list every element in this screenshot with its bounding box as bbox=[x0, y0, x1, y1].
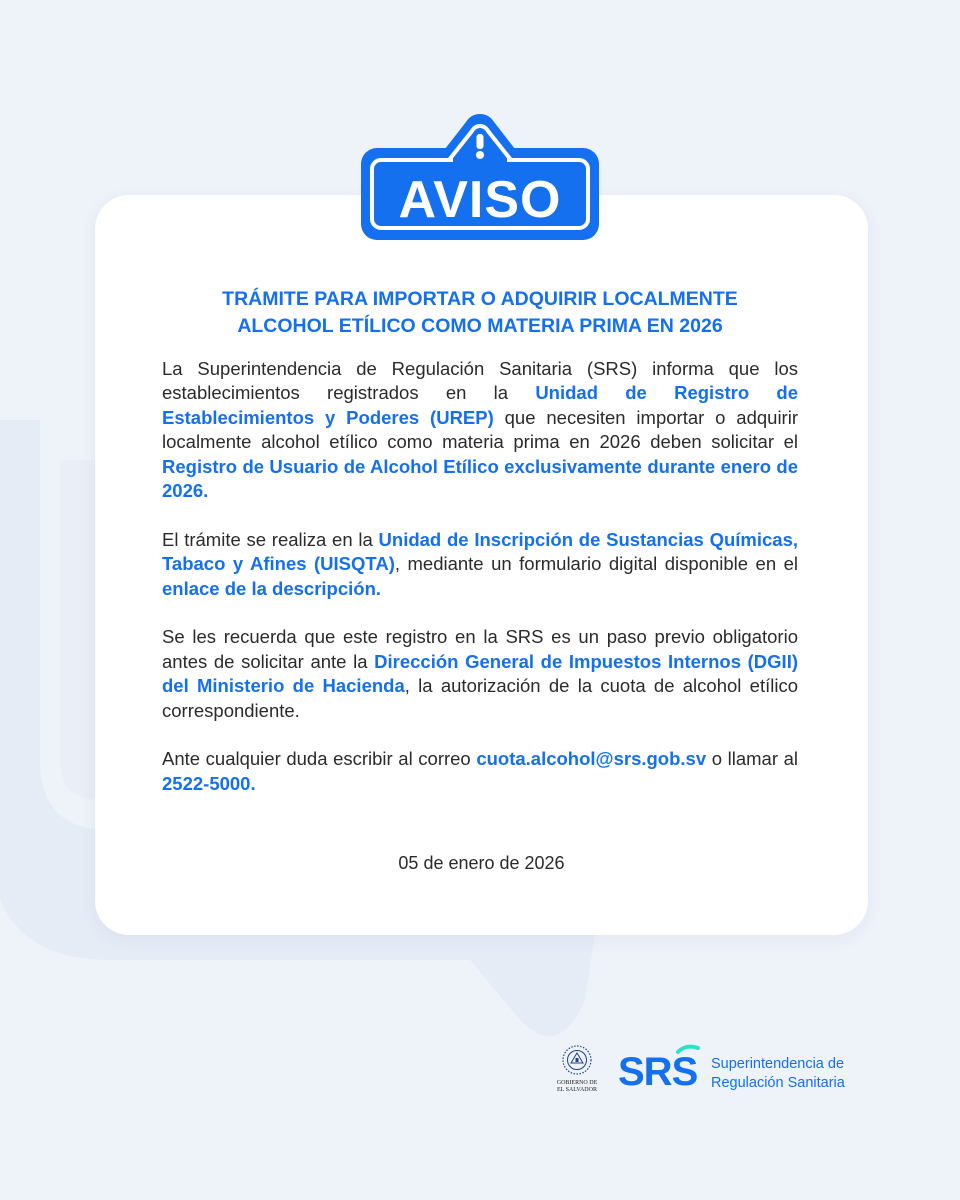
footer-logos bbox=[552, 1044, 872, 1104]
srs-logo bbox=[616, 1044, 706, 1094]
government-logo-text bbox=[552, 1080, 602, 1094]
contact-email: cuota.alcohol@srs.gob.sv bbox=[476, 748, 707, 770]
paragraph-reminder-text-2: , la autorización de la cuota de alcohol etílico correspondiente. bbox=[162, 675, 798, 721]
contact-phone: 2522-5000. bbox=[162, 772, 256, 794]
notice-title bbox=[150, 286, 810, 340]
registro-highlight: Registro de Usuario de Alcohol Etílico exclusivamente durante enero de 2026. bbox=[162, 455, 798, 502]
paragraph-contact-text-1: Ante cualquier duda escribir al correo bbox=[162, 748, 477, 770]
srs-name-line2: Regulación Sanitaria bbox=[711, 1075, 845, 1091]
paragraph-reminder-text-1: Se les recuerda que este registro en la SRS es un paso previo obligatorio antes de solicitar ante la bbox=[162, 626, 798, 672]
notice-badge-label: AVISO bbox=[398, 171, 562, 229]
notice-date: 05 de enero de 2026 bbox=[398, 853, 565, 873]
srs-acronym: SRS bbox=[618, 1050, 698, 1094]
government-seal-icon bbox=[561, 1044, 593, 1078]
paragraph-procedure bbox=[162, 528, 798, 601]
paragraph-procedure-text-1: El trámite se realiza en la bbox=[162, 528, 379, 550]
urep-highlight: Unidad de Registro de Establecimientos y Poderes (UREP) bbox=[162, 382, 798, 428]
notice-title-line2: ALCOHOL ETÍLICO COMO MATERIA PRIMA EN 2026 bbox=[237, 315, 723, 337]
paragraph-intro-text-1: La Superintendencia de Regulación Sanitaria (SRS) informa que los establecimientos registrados en la bbox=[162, 358, 798, 404]
srs-full-name bbox=[711, 1055, 881, 1093]
notice-title-line1: TRÁMITE PARA IMPORTAR O ADQUIRIR LOCALMENTE bbox=[222, 288, 738, 310]
government-line2: EL SALVADOR bbox=[557, 1087, 597, 1093]
uisqta-highlight: Unidad de Inscripción de Sustancias Químicas, Tabaco y Afines (UISQTA) bbox=[162, 528, 798, 575]
paragraph-intro-text-2: que necesiten importar o adquirir localmente alcohol etílico como materia prima en 2026 deben solicitar el bbox=[162, 406, 798, 453]
paragraph-contact bbox=[162, 747, 798, 796]
dgii-highlight: Dirección General de Impuestos Internos (DGII) del Ministerio de Hacienda bbox=[162, 650, 798, 697]
government-line1: GOBIERNO DE bbox=[556, 1080, 598, 1086]
government-logo bbox=[552, 1044, 602, 1102]
paragraph-procedure-text-2: , mediante un formulario digital disponible en el bbox=[394, 553, 798, 575]
description-link-highlight: enlace de la descripción. bbox=[162, 577, 382, 599]
notice-badge bbox=[361, 114, 599, 240]
notice-body bbox=[162, 357, 798, 821]
srs-name-line1: Superintendencia de bbox=[711, 1056, 845, 1072]
paragraph-intro bbox=[162, 357, 798, 503]
paragraph-reminder bbox=[162, 625, 798, 723]
paragraph-contact-text-2: o llamar al bbox=[706, 748, 798, 770]
